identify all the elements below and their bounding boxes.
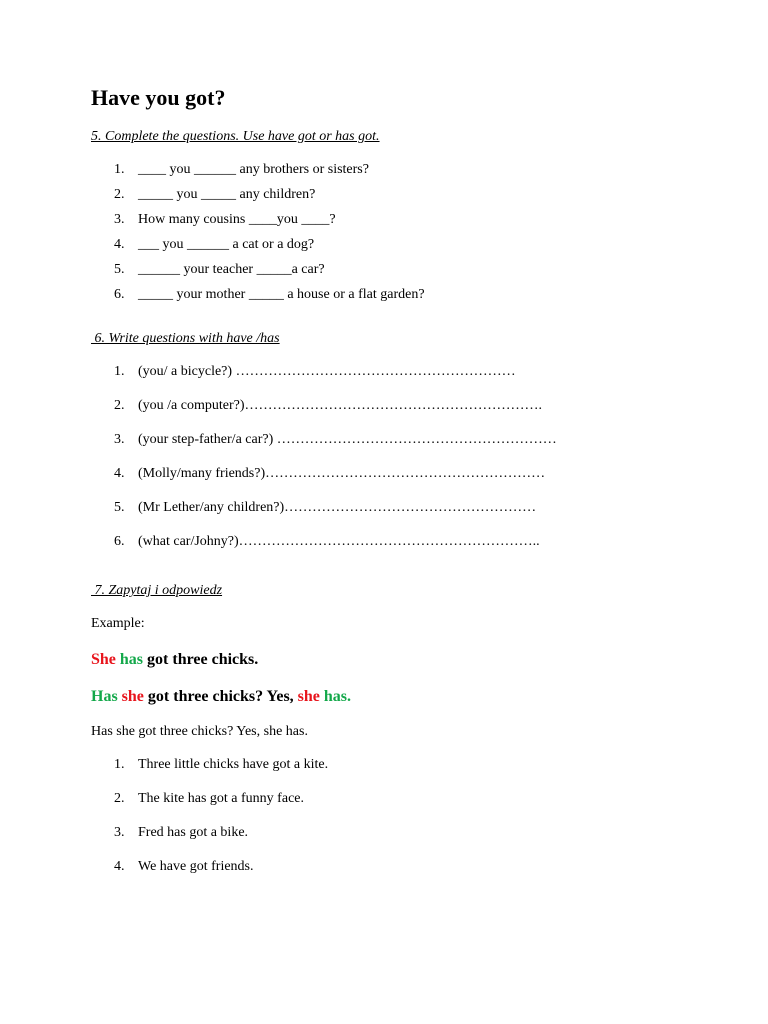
item-text: The kite has got a funny face. <box>138 791 304 806</box>
section-6-list <box>0 363 768 551</box>
item-text: _____ you _____ any children? <box>138 187 316 202</box>
example-word-she: she <box>297 688 320 705</box>
item-text: ______ your teacher _____a car? <box>138 262 325 277</box>
list-item <box>0 465 768 483</box>
list-item <box>0 211 768 229</box>
item-text: Fred has got a bike. <box>138 825 249 840</box>
item-text: ___ you ______ a cat or a dog? <box>138 237 315 252</box>
item-number: 3. <box>114 825 125 840</box>
item-number: 2. <box>114 187 125 202</box>
example-word-she: She <box>91 651 116 668</box>
item-number: 3. <box>114 432 125 447</box>
list-item <box>0 533 768 551</box>
example-rest: got three chicks. <box>147 651 259 668</box>
item-text: How many cousins ____you ____? <box>138 212 336 227</box>
item-number: 6. <box>114 287 125 302</box>
section-7-list <box>0 756 768 876</box>
item-number: 1. <box>114 757 125 772</box>
item-text: We have got friends. <box>138 859 254 874</box>
example-word-has: has <box>119 651 144 668</box>
list-item <box>0 858 768 876</box>
item-number: 5. <box>114 262 125 277</box>
item-text: Three little chicks have got a kite. <box>138 757 329 772</box>
list-item <box>0 286 768 304</box>
item-number: 3. <box>114 212 125 227</box>
example-middle: got three chicks? Yes, <box>147 688 294 705</box>
item-number: 1. <box>114 162 125 177</box>
section-6-heading: 6. Write questions with have /has <box>91 331 280 346</box>
list-item <box>0 431 768 449</box>
item-number: 4. <box>114 859 125 874</box>
section-5-heading: 5. Complete the questions. Use have got or has got. <box>91 129 380 144</box>
item-number: 1. <box>114 364 125 379</box>
item-number: 6. <box>114 534 125 549</box>
list-item <box>0 363 768 381</box>
item-text: (you/ a bicycle?) …………………………………………………… <box>138 364 516 379</box>
example-question-answer <box>91 687 351 707</box>
item-text: (Mr Lether/any children?)……………………………………………… <box>138 500 537 515</box>
example-word-has: has. <box>323 688 352 705</box>
item-number: 2. <box>114 398 125 413</box>
item-text: ____ you ______ any brothers or sisters? <box>138 162 369 177</box>
example-word-she: she <box>121 688 144 705</box>
list-item <box>0 261 768 279</box>
example-label: Example: <box>91 616 145 631</box>
list-item <box>0 756 768 774</box>
item-number: 4. <box>114 237 125 252</box>
example-sentence <box>91 650 258 670</box>
item-text: (your step-father/a car?) …………………………………………………… <box>138 432 557 447</box>
item-number: 4. <box>114 466 125 481</box>
list-item <box>0 236 768 254</box>
list-item <box>0 186 768 204</box>
item-text: (Molly/many friends?)…………………………………………………… <box>138 466 546 481</box>
item-text: (what car/Johny?)……………………………………………………….. <box>138 534 540 549</box>
example-word-has: Has <box>91 688 118 705</box>
page-title: Have you got? <box>91 85 226 110</box>
section-5-list <box>0 161 768 304</box>
list-item <box>0 790 768 808</box>
example-plain-answer: Has she got three chicks? Yes, she has. <box>91 724 308 739</box>
list-item <box>0 499 768 517</box>
list-item <box>0 824 768 842</box>
list-item <box>0 161 768 179</box>
list-item <box>0 397 768 415</box>
item-number: 5. <box>114 500 125 515</box>
item-text: (you /a computer?)………………………………………………………. <box>138 398 543 413</box>
item-text: _____ your mother _____ a house or a flat garden? <box>138 287 425 302</box>
item-number: 2. <box>114 791 125 806</box>
section-7-heading: 7. Zapytaj i odpowiedz <box>91 583 223 598</box>
